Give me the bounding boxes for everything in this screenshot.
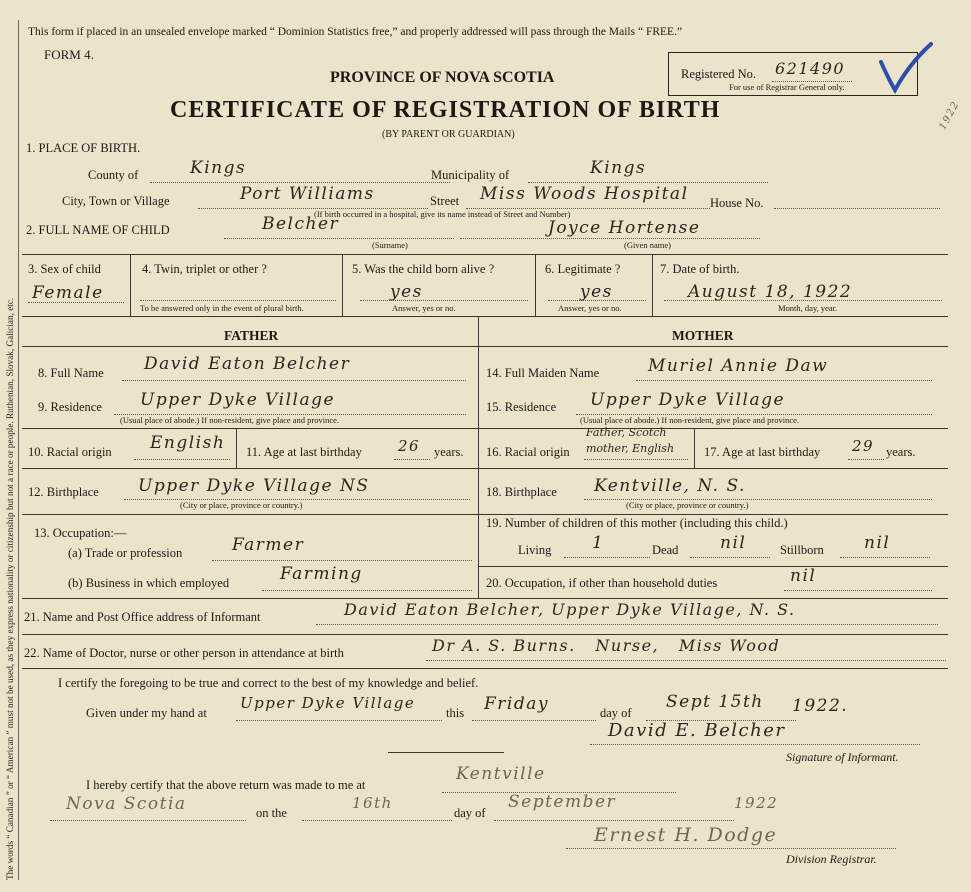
- father-residence-label: 9. Residence: [38, 400, 102, 414]
- father-occupation-label: 13. Occupation:—: [34, 526, 127, 540]
- mother-racial-label: 16. Racial origin: [486, 445, 570, 459]
- father-heading: FATHER: [224, 328, 279, 343]
- father-name: David Eaton Belcher: [144, 354, 351, 374]
- registrar-signature-label: Division Registrar.: [786, 852, 877, 866]
- on-the-label: on the: [256, 806, 287, 820]
- given-place: Upper Dyke Village: [240, 694, 416, 712]
- registrar-day-of-label: day of: [454, 806, 486, 820]
- side-note: The words “ Canadian ” or “ American ” must not be used, as they express nationality or citizenship but not a race or people. Ruthenian, Slovak, Galician, etc.: [5, 297, 15, 880]
- informant-signature-label: Signature of Informant.: [786, 750, 899, 764]
- date-note: Month, day, year.: [778, 303, 838, 313]
- twin-label: 4. Twin, triplet or other ?: [142, 262, 267, 276]
- mother-racial-1: Father, Scotch: [586, 426, 667, 439]
- city-label: City, Town or Village: [62, 194, 170, 208]
- father-birthplace: Upper Dyke Village NS: [138, 476, 370, 496]
- informant-label: 21. Name and Post Office address of Informant: [24, 610, 261, 624]
- child-given-name: Joyce Hortense: [548, 218, 701, 238]
- doctor-value: Dr A. S. Burns. Nurse, Miss Wood: [432, 636, 781, 655]
- mother-residence-label: 15. Residence: [486, 400, 557, 414]
- given-under-label: Given under my hand at: [86, 706, 207, 720]
- registered-number: 621490: [775, 59, 846, 78]
- mother-residence-note: (Usual place of abode.) If non-resident, give place and province.: [580, 415, 800, 425]
- mother-age-label: 17. Age at last birthday: [704, 445, 821, 459]
- mother-name: Muriel Annie Daw: [648, 356, 829, 376]
- hospital-note: (If birth occurred in a hospital, give its name instead of Street and Number): [314, 209, 571, 219]
- place-of-birth-heading: 1. PLACE OF BIRTH.: [26, 141, 141, 155]
- certificate-subtitle: (BY PARENT OR GUARDIAN): [382, 129, 515, 140]
- margin-mark: 1922: [937, 99, 962, 132]
- father-birthplace-label: 12. Birthplace: [28, 485, 99, 499]
- mother-racial-2: mother, English: [586, 442, 675, 455]
- registrar-only-note: For use of Registrar General only.: [729, 82, 845, 92]
- mother-years: years.: [886, 445, 916, 459]
- province-heading: PROVINCE OF NOVA SCOTIA: [330, 69, 555, 86]
- mother-occupation: nil: [790, 566, 817, 586]
- given-year: 1922.: [792, 696, 849, 716]
- mother-birthplace-note: (City or place, province or country.): [626, 500, 749, 510]
- street-label: Street: [430, 194, 460, 208]
- mother-residence: Upper Dyke Village: [590, 390, 786, 410]
- registrar-statement: I hereby certify that the above return was made to me at: [86, 778, 366, 792]
- mother-age: 29: [852, 437, 875, 455]
- given-name-note: (Given name): [624, 240, 671, 250]
- father-residence: Upper Dyke Village: [140, 390, 336, 410]
- mother-heading: MOTHER: [672, 328, 734, 343]
- registrar-province: Nova Scotia: [66, 794, 187, 814]
- father-residence-note: (Usual place of abode.) If non-resident, give place and province.: [120, 415, 340, 425]
- legitimate-value: yes: [580, 282, 613, 302]
- date-label: 7. Date of birth.: [660, 262, 740, 276]
- street-value: Miss Woods Hospital: [480, 184, 689, 204]
- form-number: FORM 4.: [44, 47, 94, 62]
- informant-value: David Eaton Belcher, Upper Dyke Village, N. S.: [344, 600, 796, 619]
- father-name-label: 8. Full Name: [38, 366, 104, 380]
- certify-statement: I certify the foregoing to be true and correct to the best of my knowledge and belief.: [58, 676, 479, 690]
- mother-birthplace-label: 18. Birthplace: [486, 485, 557, 499]
- children-label: 19. Number of children of this mother (including this child.): [486, 516, 788, 530]
- registrar-signature: Ernest H. Dodge: [594, 824, 778, 846]
- father-trade: Farmer: [232, 535, 305, 555]
- father-business: Farming: [280, 564, 363, 584]
- father-age: 26: [398, 437, 421, 455]
- day-of-label: day of: [600, 706, 632, 720]
- father-business-label: (b) Business in which employed: [68, 576, 230, 590]
- this-label: this: [446, 706, 465, 720]
- child-name-label: 2. FULL NAME OF CHILD: [26, 223, 170, 237]
- registrar-place: Kentville: [456, 764, 546, 784]
- child-surname: Belcher: [262, 214, 340, 234]
- stillborn-value: nil: [864, 533, 891, 553]
- check-mark-icon: [875, 40, 935, 95]
- dead-value: nil: [720, 533, 747, 553]
- mother-occupation-label: 20. Occupation, if other than household duties: [486, 576, 718, 590]
- living-label: Living: [518, 543, 552, 557]
- dead-label: Dead: [652, 543, 679, 557]
- certificate-title: CERTIFICATE OF REGISTRATION OF BIRTH: [170, 97, 721, 123]
- doctor-label: 22. Name of Doctor, nurse or other person in attendance at birth: [24, 646, 344, 660]
- stillborn-label: Stillborn: [780, 543, 824, 557]
- father-years: years.: [434, 445, 464, 459]
- municipality-value: Kings: [590, 158, 647, 178]
- mother-name-label: 14. Full Maiden Name: [486, 366, 600, 380]
- date-value: August 18, 1922: [688, 282, 853, 302]
- alive-label: 5. Was the child born alive ?: [352, 262, 495, 276]
- county-label: County of: [88, 168, 139, 182]
- sex-label: 3. Sex of child: [28, 262, 101, 276]
- legitimate-label: 6. Legitimate ?: [545, 262, 621, 276]
- alive-note: Answer, yes or no.: [392, 303, 456, 313]
- father-age-label: 11. Age at last birthday: [246, 445, 362, 459]
- registrar-year: 1922: [734, 794, 779, 812]
- surname-note: (Surname): [372, 240, 408, 250]
- legitimate-note: Answer, yes or no.: [558, 303, 622, 313]
- house-label: House No.: [710, 196, 764, 210]
- registrar-month: September: [508, 792, 617, 812]
- father-trade-label: (a) Trade or profession: [68, 546, 183, 560]
- city-value: Port Williams: [240, 184, 375, 204]
- father-racial: English: [150, 433, 226, 453]
- given-weekday: Friday: [484, 694, 549, 714]
- twin-note: To be answered only in the event of plural birth.: [140, 303, 304, 313]
- informant-signature: David E. Belcher: [608, 720, 786, 741]
- top-note: This form if placed in an unsealed envelope marked “ Dominion Statistics free,” and properly addressed will pass through the Mails “ FREE.”: [28, 26, 683, 38]
- living-value: 1: [592, 533, 605, 553]
- mother-birthplace: Kentville, N. S.: [594, 476, 746, 496]
- given-date: Sept 15th: [666, 692, 764, 712]
- sex-value: Female: [32, 283, 104, 303]
- alive-value: yes: [390, 282, 423, 302]
- county-value: Kings: [190, 158, 247, 178]
- father-racial-label: 10. Racial origin: [28, 445, 112, 459]
- father-birthplace-note: (City or place, province or country.): [180, 500, 303, 510]
- registrar-day: 16th: [352, 794, 393, 812]
- municipality-label: Municipality of: [431, 168, 510, 182]
- registered-label: Registered No.: [681, 67, 756, 81]
